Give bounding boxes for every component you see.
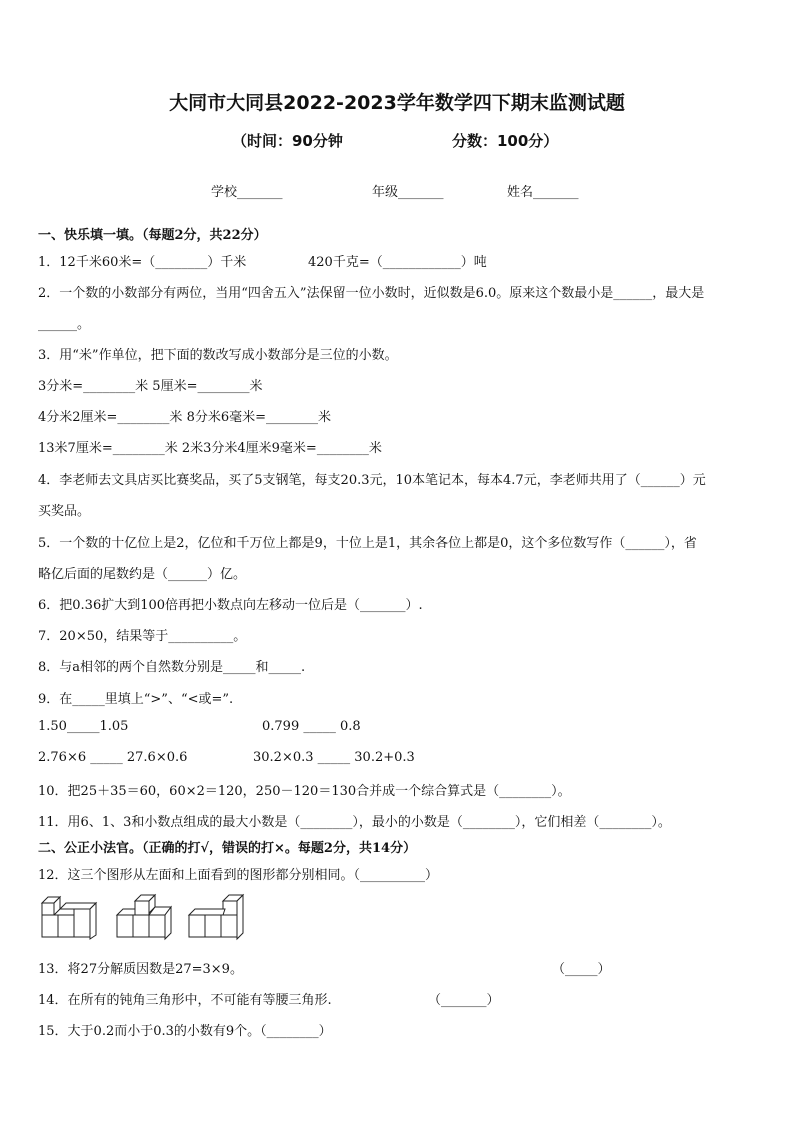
grade-field: 年级_______ <box>372 185 444 200</box>
question-14: 14．在所有的钝角三角形中，不可能有等腰三角形. <box>38 993 332 1008</box>
question-13: 13．将27分解质因数是27=3×9。 <box>38 962 243 977</box>
question-3-row3: 13米7厘米=________米 2米3分米4厘米9毫米=________米 <box>38 441 382 456</box>
question-1b: 420千克=（____________）吨 <box>308 255 487 270</box>
question-6: 6．把0.36扩大到100倍再把小数点向左移动一位后是（_______）. <box>38 598 423 613</box>
question-9: 9．在_____里填上“>”、“<或=”. <box>38 692 234 707</box>
question-5b: 略亿后面的尾数约是（______）亿。 <box>38 567 247 582</box>
exam-title: 大同市大同县2022-2023学年数学四下期末监测试题 <box>169 92 625 114</box>
section-1-heading: 一、快乐填一填。（每题2分，共22分） <box>38 228 267 243</box>
exam-score: 分数：100分） <box>452 132 559 150</box>
question-2b: ______。 <box>38 317 91 332</box>
question-3: 3．用“米”作单位，把下面的数改写成小数部分是三位的小数。 <box>38 348 398 363</box>
question-8: 8．与a相邻的两个自然数分别是_____和_____. <box>38 660 306 675</box>
section-2-heading: 二、公正小法官。（正确的打√，错误的打×。每题2分，共14分） <box>38 841 417 856</box>
cube-figure-1 <box>38 893 102 945</box>
question-12: 12．这三个图形从左面和上面看到的图形都分别相同。（__________） <box>38 868 439 883</box>
school-field: 学校_______ <box>211 185 283 200</box>
question-2a: 2．一个数的小数部分有两位，当用“四舍五入”法保留一位小数时，近似数是6.0。原来这个数最小是______，最大是 <box>38 286 705 301</box>
question-1a: 1．12千米60米=（________）千米 <box>38 255 247 270</box>
question-9c: 2.76×6 _____ 27.6×0.6 <box>38 750 188 765</box>
question-9d: 30.2×0.3 _____ 30.2+0.3 <box>253 750 415 765</box>
cube-figure-2 <box>113 893 177 945</box>
question-9b: 0.799 _____ 0.8 <box>262 719 361 734</box>
question-3-row1: 3分米=________米 5厘米=________米 <box>38 379 263 394</box>
question-4a: 4．李老师去文具店买比赛奖品，买了5支钢笔，每支20.3元，10本笔记本，每本4.7元，李老师共用了（______）元 <box>38 473 706 488</box>
name-field: 姓名_______ <box>507 185 579 200</box>
question-9a: 1.50_____1.05 <box>38 719 129 734</box>
question-4b: 买奖品。 <box>38 504 91 519</box>
question-11: 11．用6、1、3和小数点组成的最大小数是（________），最小的小数是（________），它们相差（________）。 <box>38 815 671 830</box>
question-14-answer: （_______） <box>428 993 500 1008</box>
question-3-row2: 4分米2厘米=________米 8分米6毫米=________米 <box>38 410 332 425</box>
question-5a: 5．一个数的十亿位上是2，亿位和千万位上都是9，十位上是1，其余各位上都是0，这个多位数写作（______），省 <box>38 536 697 551</box>
exam-time: （时间：90分钟 <box>232 132 343 150</box>
question-13-answer: （_____） <box>552 962 611 977</box>
question-15: 15．大于0.2而小于0.3的小数有9个。（________） <box>38 1024 332 1039</box>
question-7: 7．20×50，结果等于__________。 <box>38 629 247 644</box>
question-10: 10．把25＋35＝60，60×2＝120，250－120＝130合并成一个综合算式是（________）。 <box>38 784 571 799</box>
cube-figure-3 <box>185 893 249 945</box>
